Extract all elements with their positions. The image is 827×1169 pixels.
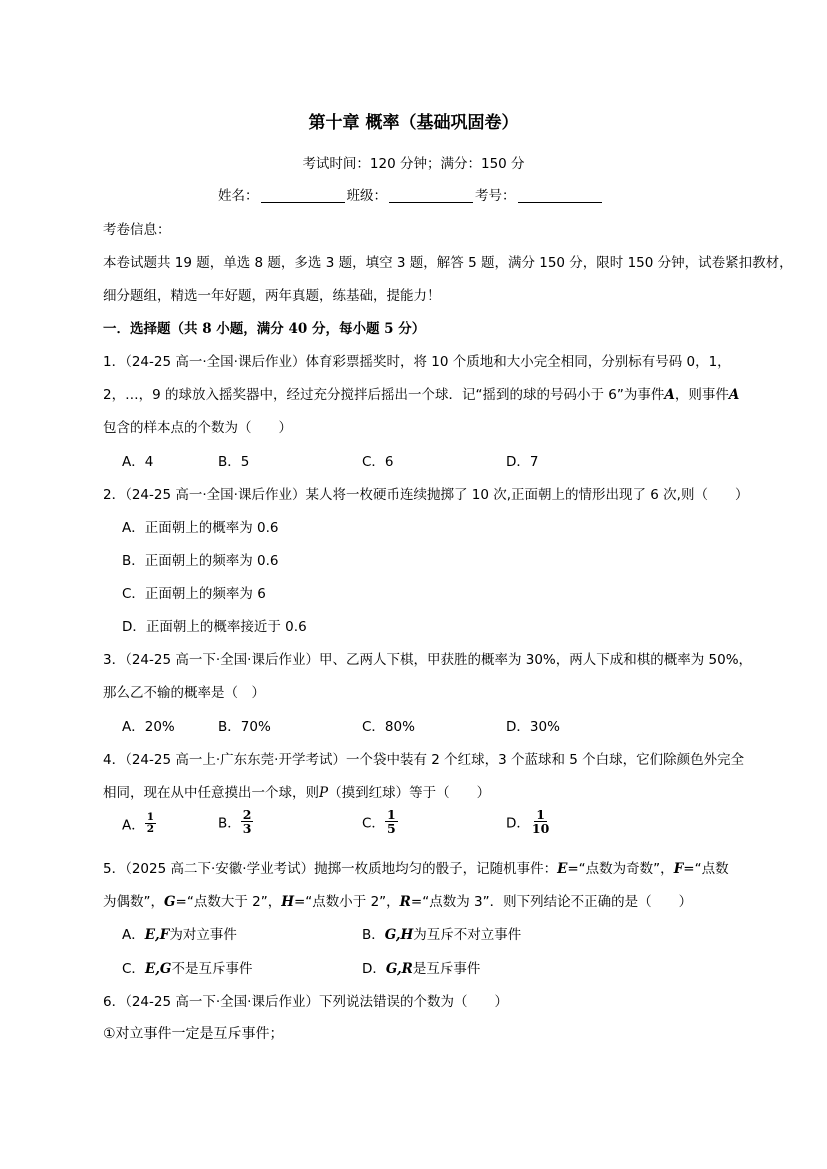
q5-option-b	[362, 923, 521, 943]
denominator: 2	[146, 823, 155, 836]
q4-line-1: 4．（24-25 高一上·广东东莞·开学考试）一个袋中装有 2 个红球，3 个蓝球和 5 个白球，它们除颜色外完全	[103, 752, 745, 768]
q4-option-d	[506, 808, 551, 835]
fraction	[145, 812, 156, 835]
q4-option-a	[122, 812, 156, 835]
q5-option-a	[122, 923, 237, 943]
q1-option-b: B．5	[218, 454, 250, 470]
info-line-1: 本卷试题共 19 题，单选 8 题，多选 3 题，填空 3 题，解答 5 题，满分 150 分，限时 150 分钟，试卷紧扣教材，	[103, 255, 793, 271]
q3-option-d: D．30%	[506, 719, 560, 735]
q5-option-d	[362, 957, 480, 977]
option-vars: E,G	[144, 961, 172, 977]
q1-option-a: A．4	[122, 454, 154, 470]
q5-e-def: =“点数为奇数”，	[567, 861, 674, 877]
option-text: 为互斥不对立事件	[413, 927, 522, 943]
q5-line-2-text: 为偶数”，	[103, 894, 164, 910]
option-text: 是互斥事件	[412, 961, 481, 977]
q4-option-b	[218, 808, 253, 835]
q6-item-1: ①对立事件一定是互斥事件；	[103, 1026, 284, 1042]
option-vars: G,R	[385, 961, 413, 977]
q5-r-def: =“点数为 3”．则下列结论不正确的是（ ）	[410, 894, 693, 910]
q5-line-1	[103, 857, 729, 877]
option-text: 为对立事件	[169, 927, 237, 943]
q1-line-3: 包含的样本点的个数为（ ）	[103, 420, 292, 436]
q2-option-a: A．正面朝上的概率为 0.6	[122, 520, 279, 536]
q4-option-d-label: D．	[506, 815, 530, 832]
option-label: A．	[122, 927, 145, 943]
page-title: 第十章 概率（基础巩固卷）	[308, 113, 519, 133]
option-text: 不是互斥事件	[171, 961, 253, 977]
numerator: 1	[386, 807, 396, 822]
q4-line-2-text: 相同，现在从中任意摸出一个球，则	[103, 785, 319, 801]
q4-option-c-label: C．	[362, 815, 385, 832]
q4-line-2	[103, 781, 490, 801]
var-h: H	[281, 894, 294, 910]
q5-f-def: =“点数	[683, 861, 729, 877]
q1-line-2-text-b: ，则事件	[674, 387, 729, 403]
q3-line-1: 3．（24-25 高一下·全国·课后作业）甲、乙两人下棋，甲获胜的概率为 30%，两人下成和棋的概率为 50%，	[103, 652, 753, 668]
info-heading: 考卷信息：	[103, 222, 171, 238]
fraction	[241, 808, 254, 835]
q1-option-d: D．7	[506, 454, 539, 470]
name-label: 姓名：	[218, 188, 259, 204]
fraction	[385, 808, 398, 835]
q3-option-b: B．70%	[218, 719, 271, 735]
q5-g-def: =“点数大于 2”，	[175, 894, 282, 910]
number-label: 考号：	[475, 188, 516, 204]
q5-line-2	[103, 890, 692, 910]
q3-option-a: A．20%	[122, 719, 175, 735]
class-blank	[389, 188, 473, 203]
option-vars: E,F	[144, 927, 170, 943]
q4-option-a-label: A．	[122, 817, 145, 834]
q1-option-c: C．6	[362, 454, 394, 470]
q2-option-c: C．正面朝上的频率为 6	[122, 586, 266, 602]
q4-line-2-text-b: （摸到红球）等于（ ）	[328, 785, 491, 801]
info-line-2: 细分题组，精选一年好题，两年真题，练基础，提能力！	[103, 288, 441, 304]
denominator: 3	[242, 821, 252, 837]
var-e: E	[557, 861, 568, 877]
q3-line-2: 那么乙不输的概率是（ ）	[103, 685, 265, 701]
q3-option-c: C．80%	[362, 719, 415, 735]
var-g: G	[164, 894, 176, 910]
fraction	[530, 808, 551, 835]
denominator: 10	[531, 821, 550, 837]
class-label: 班级：	[346, 188, 387, 204]
number-blank	[518, 188, 602, 203]
q4-option-b-label: B．	[218, 815, 241, 832]
numerator: 1	[536, 807, 545, 822]
var-a-2: A	[728, 387, 740, 403]
denominator: 5	[386, 821, 396, 837]
q2-option-b: B．正面朝上的频率为 0.6	[122, 553, 279, 569]
q4-option-c	[362, 808, 398, 835]
numerator: 2	[242, 807, 252, 822]
var-f: F	[673, 861, 684, 877]
q2-line-1: 2．（24-25 高一·全国·课后作业）某人将一枚硬币连续抛掷了 10 次,正面朝上的情形出现了 6 次,则（ ）	[103, 487, 749, 503]
option-label: B．	[362, 927, 385, 943]
var-r: R	[399, 894, 411, 910]
option-label: D．	[362, 961, 386, 977]
numerator: 1	[146, 811, 155, 823]
name-blank	[261, 188, 345, 203]
option-vars: G,H	[384, 927, 414, 943]
student-info-row	[218, 184, 604, 204]
exam-time: 考试时间：120 分钟；满分：150 分	[302, 156, 525, 172]
section-heading: 一．选择题（共 8 小题，满分 40 分，每小题 5 分）	[103, 321, 426, 337]
q1-line-1: 1．（24-25 高一·全国·课后作业）体育彩票摇奖时，将 10 个质地和大小完全相同，分别标有号码 0，1，	[103, 354, 731, 370]
option-label: C．	[122, 961, 145, 977]
q5-option-c	[122, 957, 252, 977]
q1-line-2-text: 2，…，9 的球放入摇奖器中，经过充分搅拌后摇出一个球．记“摇到的球的号码小于 6”为事件	[103, 387, 665, 403]
q2-option-d: D．正面朝上的概率接近于 0.6	[122, 619, 307, 635]
q6-line-1: 6．（24-25 高一下·全国·课后作业）下列说法错误的个数为（ ）	[103, 994, 508, 1010]
var-a: A	[664, 387, 675, 403]
q1-line-2	[103, 383, 739, 403]
p-symbol: P	[319, 785, 329, 801]
q5-line-1-text: 5．（2025 高二下·安徽·学业考试）抛掷一枚质地均匀的骰子，记随机事件：	[103, 861, 558, 877]
q5-h-def: =“点数小于 2”，	[293, 894, 400, 910]
